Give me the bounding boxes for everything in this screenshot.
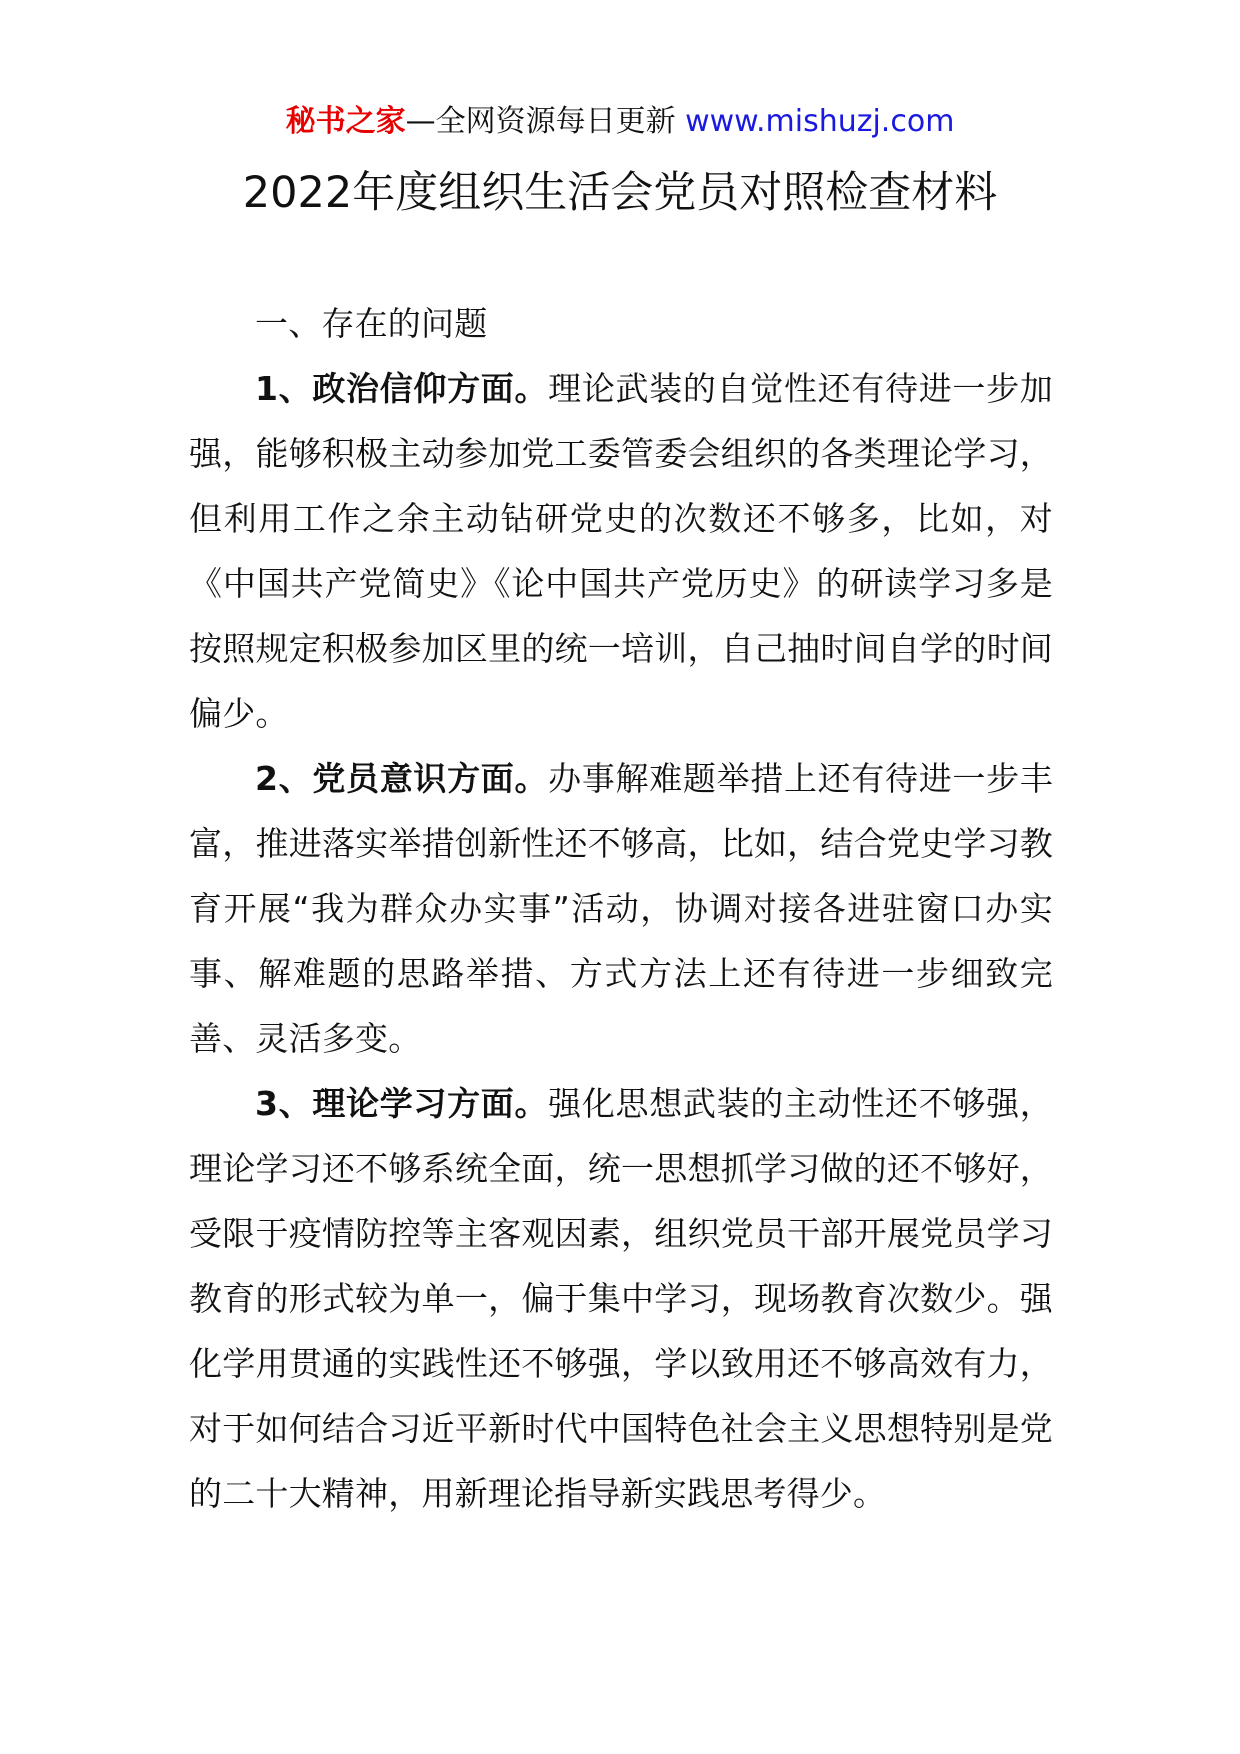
- site-banner: [0, 100, 1240, 144]
- paragraph-item-2-text: 办事解难题举措上还有待进一步丰富，推进落实举措创新性还不够高，比如，结合党史学习教育开展“我为群众办实事”活动，协调对接各进驻窗口办实事、解难题的思路举措、方式方法上还有待进一步细致完善、灵活多变。: [189, 759, 1054, 1058]
- section-heading: 一、存在的问题: [255, 304, 488, 343]
- paragraph-item-2: [189, 746, 1053, 1071]
- paragraph-item-1: [189, 356, 1053, 746]
- document-title: 2022年度组织生活会党员对照检查材料: [242, 168, 998, 218]
- paragraph-item-3: [189, 1071, 1053, 1526]
- paragraph-item-1-text: 理论武装的自觉性还有待进一步加强，能够积极主动参加党工委管委会组织的各类理论学习，但利用工作之余主动钻研党史的次数还不够多，比如，对《中国共产党简史》《论中国共产党历史》的研读学习多是按照规定积极参加区里的统一培训，自己抽时间自学的时间偏少。: [189, 369, 1054, 733]
- paragraph-item-2-heading: 2、党员意识方面。: [255, 759, 549, 798]
- paragraph-item-3-text: 强化思想武装的主动性还不够强，理论学习还不够系统全面，统一思想抓学习做的还不够好，受限于疫情防控等主客观因素，组织党员干部开展党员学习教育的形式较为单一，偏于集中学习，现场教育次数少。强化学用贯通的实践性还不够强，学以致用还不够高效有力，对于如何结合习近平新时代中国特色社会主义思想特别是党的二十大精神，用新理论指导新实践思考得少。: [189, 1084, 1054, 1513]
- banner-slogan: —全网资源每日更新: [405, 104, 676, 139]
- paragraph-item-1-heading: 1、政治信仰方面。: [255, 369, 549, 408]
- banner-brand: 秘书之家: [285, 104, 406, 139]
- paragraph-item-3-heading: 3、理论学习方面。: [255, 1084, 549, 1123]
- banner-url-link[interactable]: www.mishuzj.com: [675, 104, 955, 139]
- document-body: [189, 291, 1053, 1526]
